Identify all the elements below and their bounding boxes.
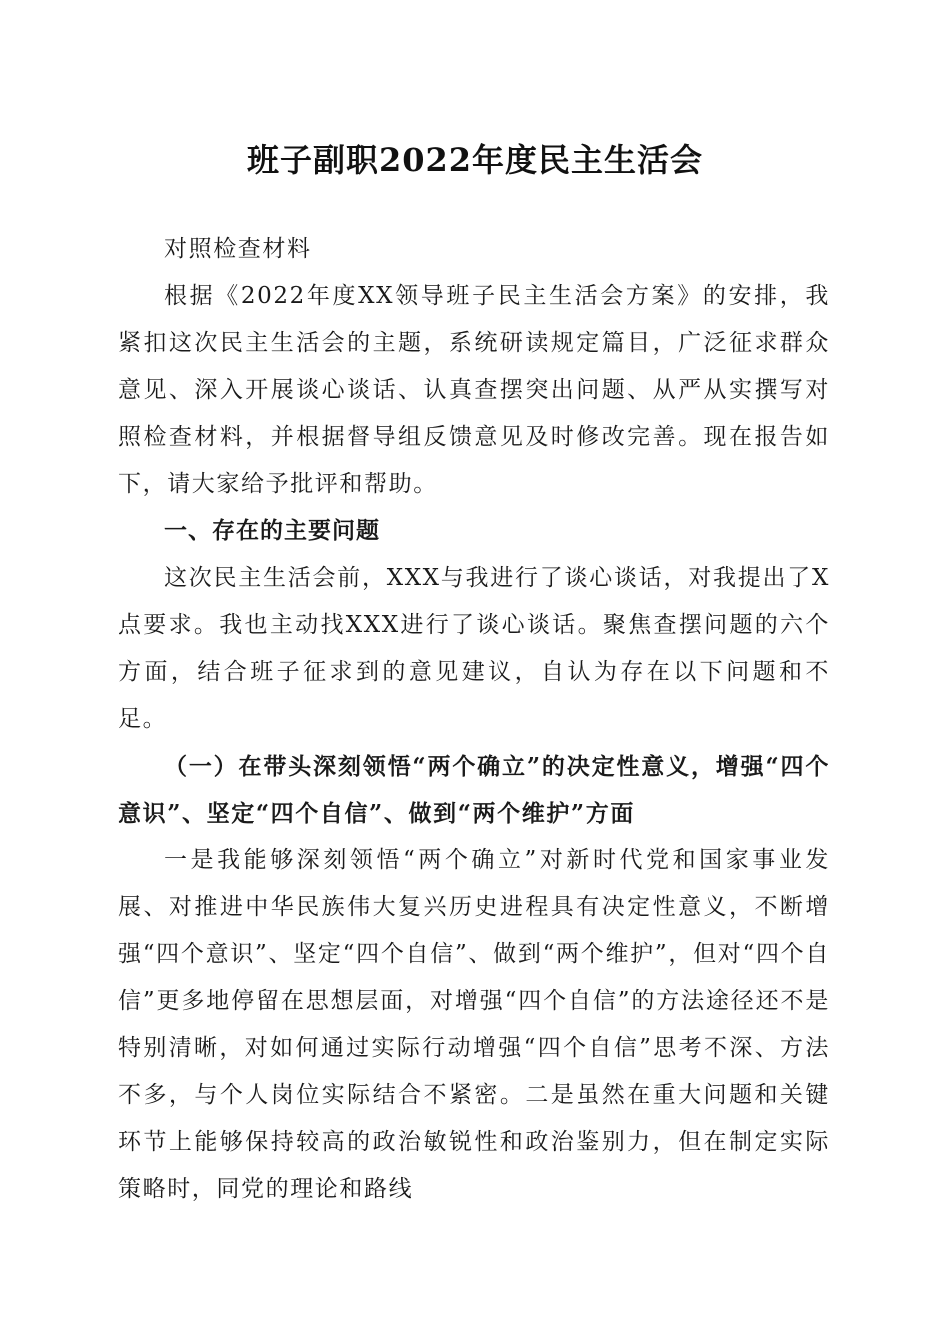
section-heading-1: 一、存在的主要问题 [164,518,380,544]
document-title: 班子副职2022年度民主生活会 [246,141,704,179]
subsection-1-body-paragraph: 一是我能够深刻领悟“两个确立”对新时代党和国家事业发展、对推进中华民族伟大复兴历史进程具有决定性意义，不断增强“四个意识”、坚定“四个自信”、做到“两个维护”，但对“四个自信”更多地停留在思想层面，对增强“四个自信”的方法途径还不是特别清晰，对如何通过实际行动增强“四个自信”思考不深、方法不多，与个人岗位实际结合不紧密。二是虽然在重大问题和关键环节上能够保持较高的政治敏锐性和政治鉴别力，但在制定实际策略时，同党的理论和路线 [118,847,830,1202]
subsection-heading-1: （一）在带头深刻领悟“两个确立”的决定性意义，增强“四个意识”、坚定“四个自信”、做到“两个维护”方面 [118,753,830,827]
document-body [118,226,830,1213]
section-1-intro-paragraph: 这次民主生活会前，XXX与我进行了谈心谈话，对我提出了X点要求。我也主动找XXX进行了谈心谈话。聚焦查摆问题的六个方面，结合班子征求到的意见建议，自认为存在以下问题和不足。 [118,565,830,732]
intro-paragraph: 根据《2022年度XX领导班子民主生活会方案》的安排，我紧扣这次民主生活会的主题，系统研读规定篇目，广泛征求群众意见、深入开展谈心谈话、认真查摆突出问题、从严从实撰写对照检查材料，并根据督导组反馈意见及时修改完善。现在报告如下，请大家给予批评和帮助。 [118,283,830,497]
document-subtitle: 对照检查材料 [164,236,312,262]
